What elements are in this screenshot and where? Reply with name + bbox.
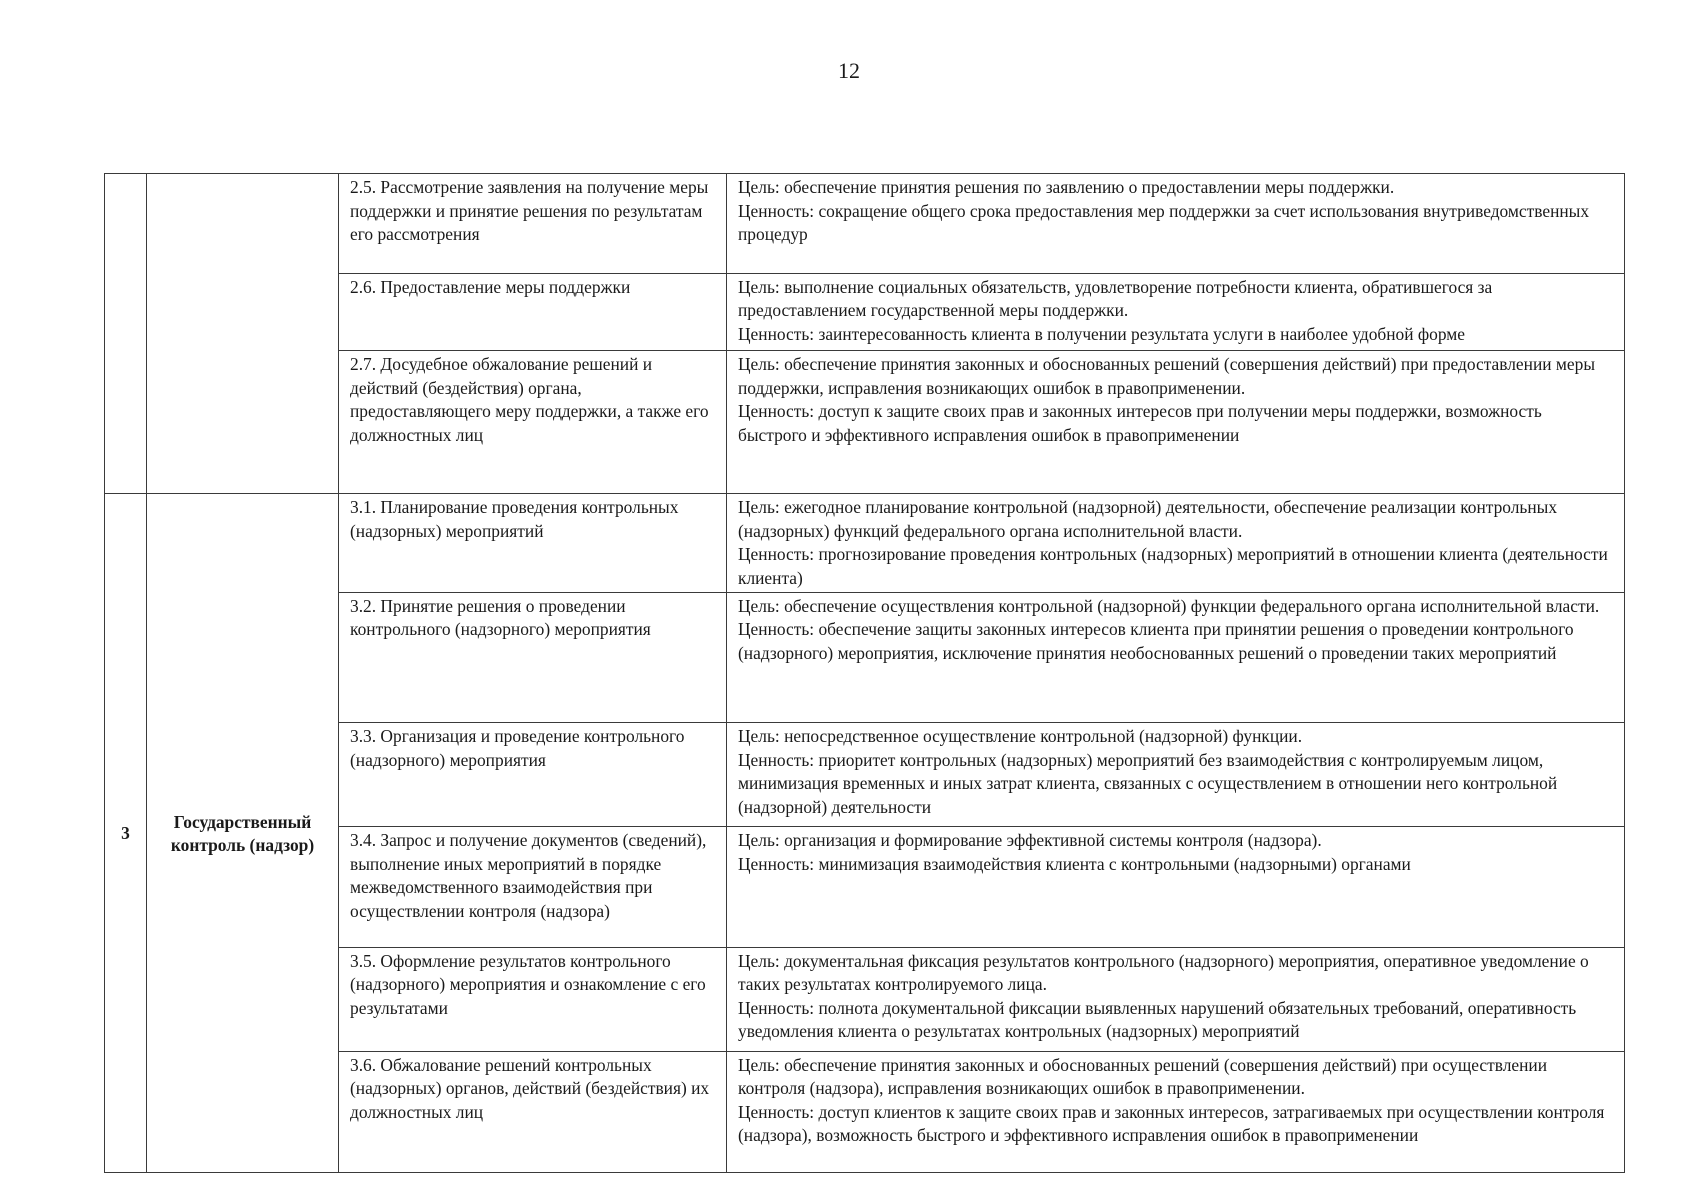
value-text: Ценность: приоритет контрольных (надзорных) мероприятий без взаимодействия с контролируемым лицом, минимизация временных и иных затрат клиента, связанных с осуществлением в отношении него контрольной (надзорной) деятельности [738, 749, 1558, 817]
section-title-cell [147, 174, 339, 494]
page-number: 12 [838, 58, 860, 83]
goal-text: Цель: обеспечение принятия законных и обоснованных решений (совершения действий) при осуществлении контроля (надзора), исправления возникающих ошибок в правоприменении. [738, 1054, 1548, 1099]
process-cell: 3.3. Организация и проведение контрольного (надзорного) мероприятия [339, 723, 727, 827]
description-cell [727, 723, 1625, 827]
process-cell: 3.4. Запрос и получение документов (сведений), выполнение иных мероприятий в порядке межведомственного взаимодействия при осуществлении контроля (надзора) [339, 827, 727, 947]
value-text: Ценность: сокращение общего срока предоставления мер поддержки за счет использования внутриведомственных процедур [738, 200, 1590, 244]
process-cell: 2.5. Рассмотрение заявления на получение меры поддержки и принятие решения по результатам его рассмотрения [339, 174, 727, 274]
process-cell: 3.6. Обжалование решений контрольных (надзорных) органов, действий (бездействия) их должностных лиц [339, 1051, 727, 1172]
goal-text: Цель: непосредственное осуществление контрольной (надзорной) функции. [738, 726, 1303, 747]
goal-text: Цель: обеспечение принятия законных и обоснованных решений (совершения действий) при предоставлении меры поддержки, исправления возникающих ошибок в правоприменении. [738, 354, 1596, 398]
section-title-cell: Государственный контроль (надзор) [147, 494, 339, 1173]
table-row [105, 494, 1625, 593]
description-cell [727, 1051, 1625, 1172]
description-cell [727, 592, 1625, 722]
process-cell: 3.5. Оформление результатов контрольного (надзорного) мероприятия и ознакомление с его результатами [339, 947, 727, 1051]
process-cell: 2.6. Предоставление меры поддержки [339, 273, 727, 350]
description-cell [727, 947, 1625, 1051]
process-cell: 3.2. Принятие решения о проведении контрольного (надзорного) мероприятия [339, 592, 727, 722]
description-cell [727, 827, 1625, 947]
value-text: Ценность: заинтересованность клиента в получении результата услуги в наиболее удобной форме [738, 323, 1466, 344]
section-number-cell: 3 [105, 494, 147, 1173]
goal-text: Цель: выполнение социальных обязательств, удовлетворение потребности клиента, обратившегося за предоставлением государственной меры поддержки. [738, 276, 1493, 321]
table-row [105, 174, 1625, 274]
description-cell [727, 273, 1625, 350]
process-cell: 2.7. Досудебное обжалование решений и действий (бездействия) органа, предоставляющего меру поддержки, а также его должностных лиц [339, 351, 727, 494]
process-table [104, 173, 1625, 1173]
goal-text: Цель: ежегодное планирование контрольной (надзорной) деятельности, обеспечение реализации контрольных (надзорных) функций федерального органа исполнительной власти. [738, 497, 1558, 541]
goal-text: Цель: обеспечение принятия решения по заявлению о предоставлении меры поддержки. [738, 177, 1395, 197]
process-cell: 3.1. Планирование проведения контрольных (надзорных) мероприятий [339, 494, 727, 593]
goal-text: Цель: документальная фиксация результатов контрольного (надзорного) мероприятия, оперативное уведомление о таких результатах контролируемого лица. [738, 950, 1589, 995]
value-text: Ценность: доступ клиентов к защите своих прав и законных интересов, затрагиваемых при осуществлении контроля (надзора), возможность быстрого и эффективного исправления ошибок в правоприменении [738, 1101, 1605, 1146]
value-text: Ценность: минимизация взаимодействия клиента с контрольными (надзорными) органами [738, 853, 1411, 874]
description-cell [727, 494, 1625, 593]
value-text: Ценность: обеспечение защиты законных интересов клиента при принятии решения о проведении контрольного (надзорного) мероприятия, исключение принятия необоснованных решений о проведении таких мероприятий [738, 619, 1574, 663]
value-text: Ценность: доступ к защите своих прав и законных интересов при получении меры поддержки, возможность быстрого и эффективного исправления ошибок в правоприменении [738, 401, 1542, 445]
description-cell [727, 174, 1625, 274]
description-cell [727, 351, 1625, 494]
value-text: Ценность: полнота документальной фиксации выявленных нарушений обязательных требований, оперативность уведомления клиента о результатах контрольных (надзорных) мероприятий [738, 997, 1577, 1042]
goal-text: Цель: обеспечение осуществления контрольной (надзорной) функции федерального органа исполнительной власти. [738, 595, 1600, 616]
section-number-cell [105, 174, 147, 494]
value-text: Ценность: прогнозирование проведения контрольных (надзорных) мероприятий в отношении клиента (деятельности клиента) [738, 544, 1608, 588]
goal-text: Цель: организация и формирование эффективной системы контроля (надзора). [738, 830, 1322, 851]
